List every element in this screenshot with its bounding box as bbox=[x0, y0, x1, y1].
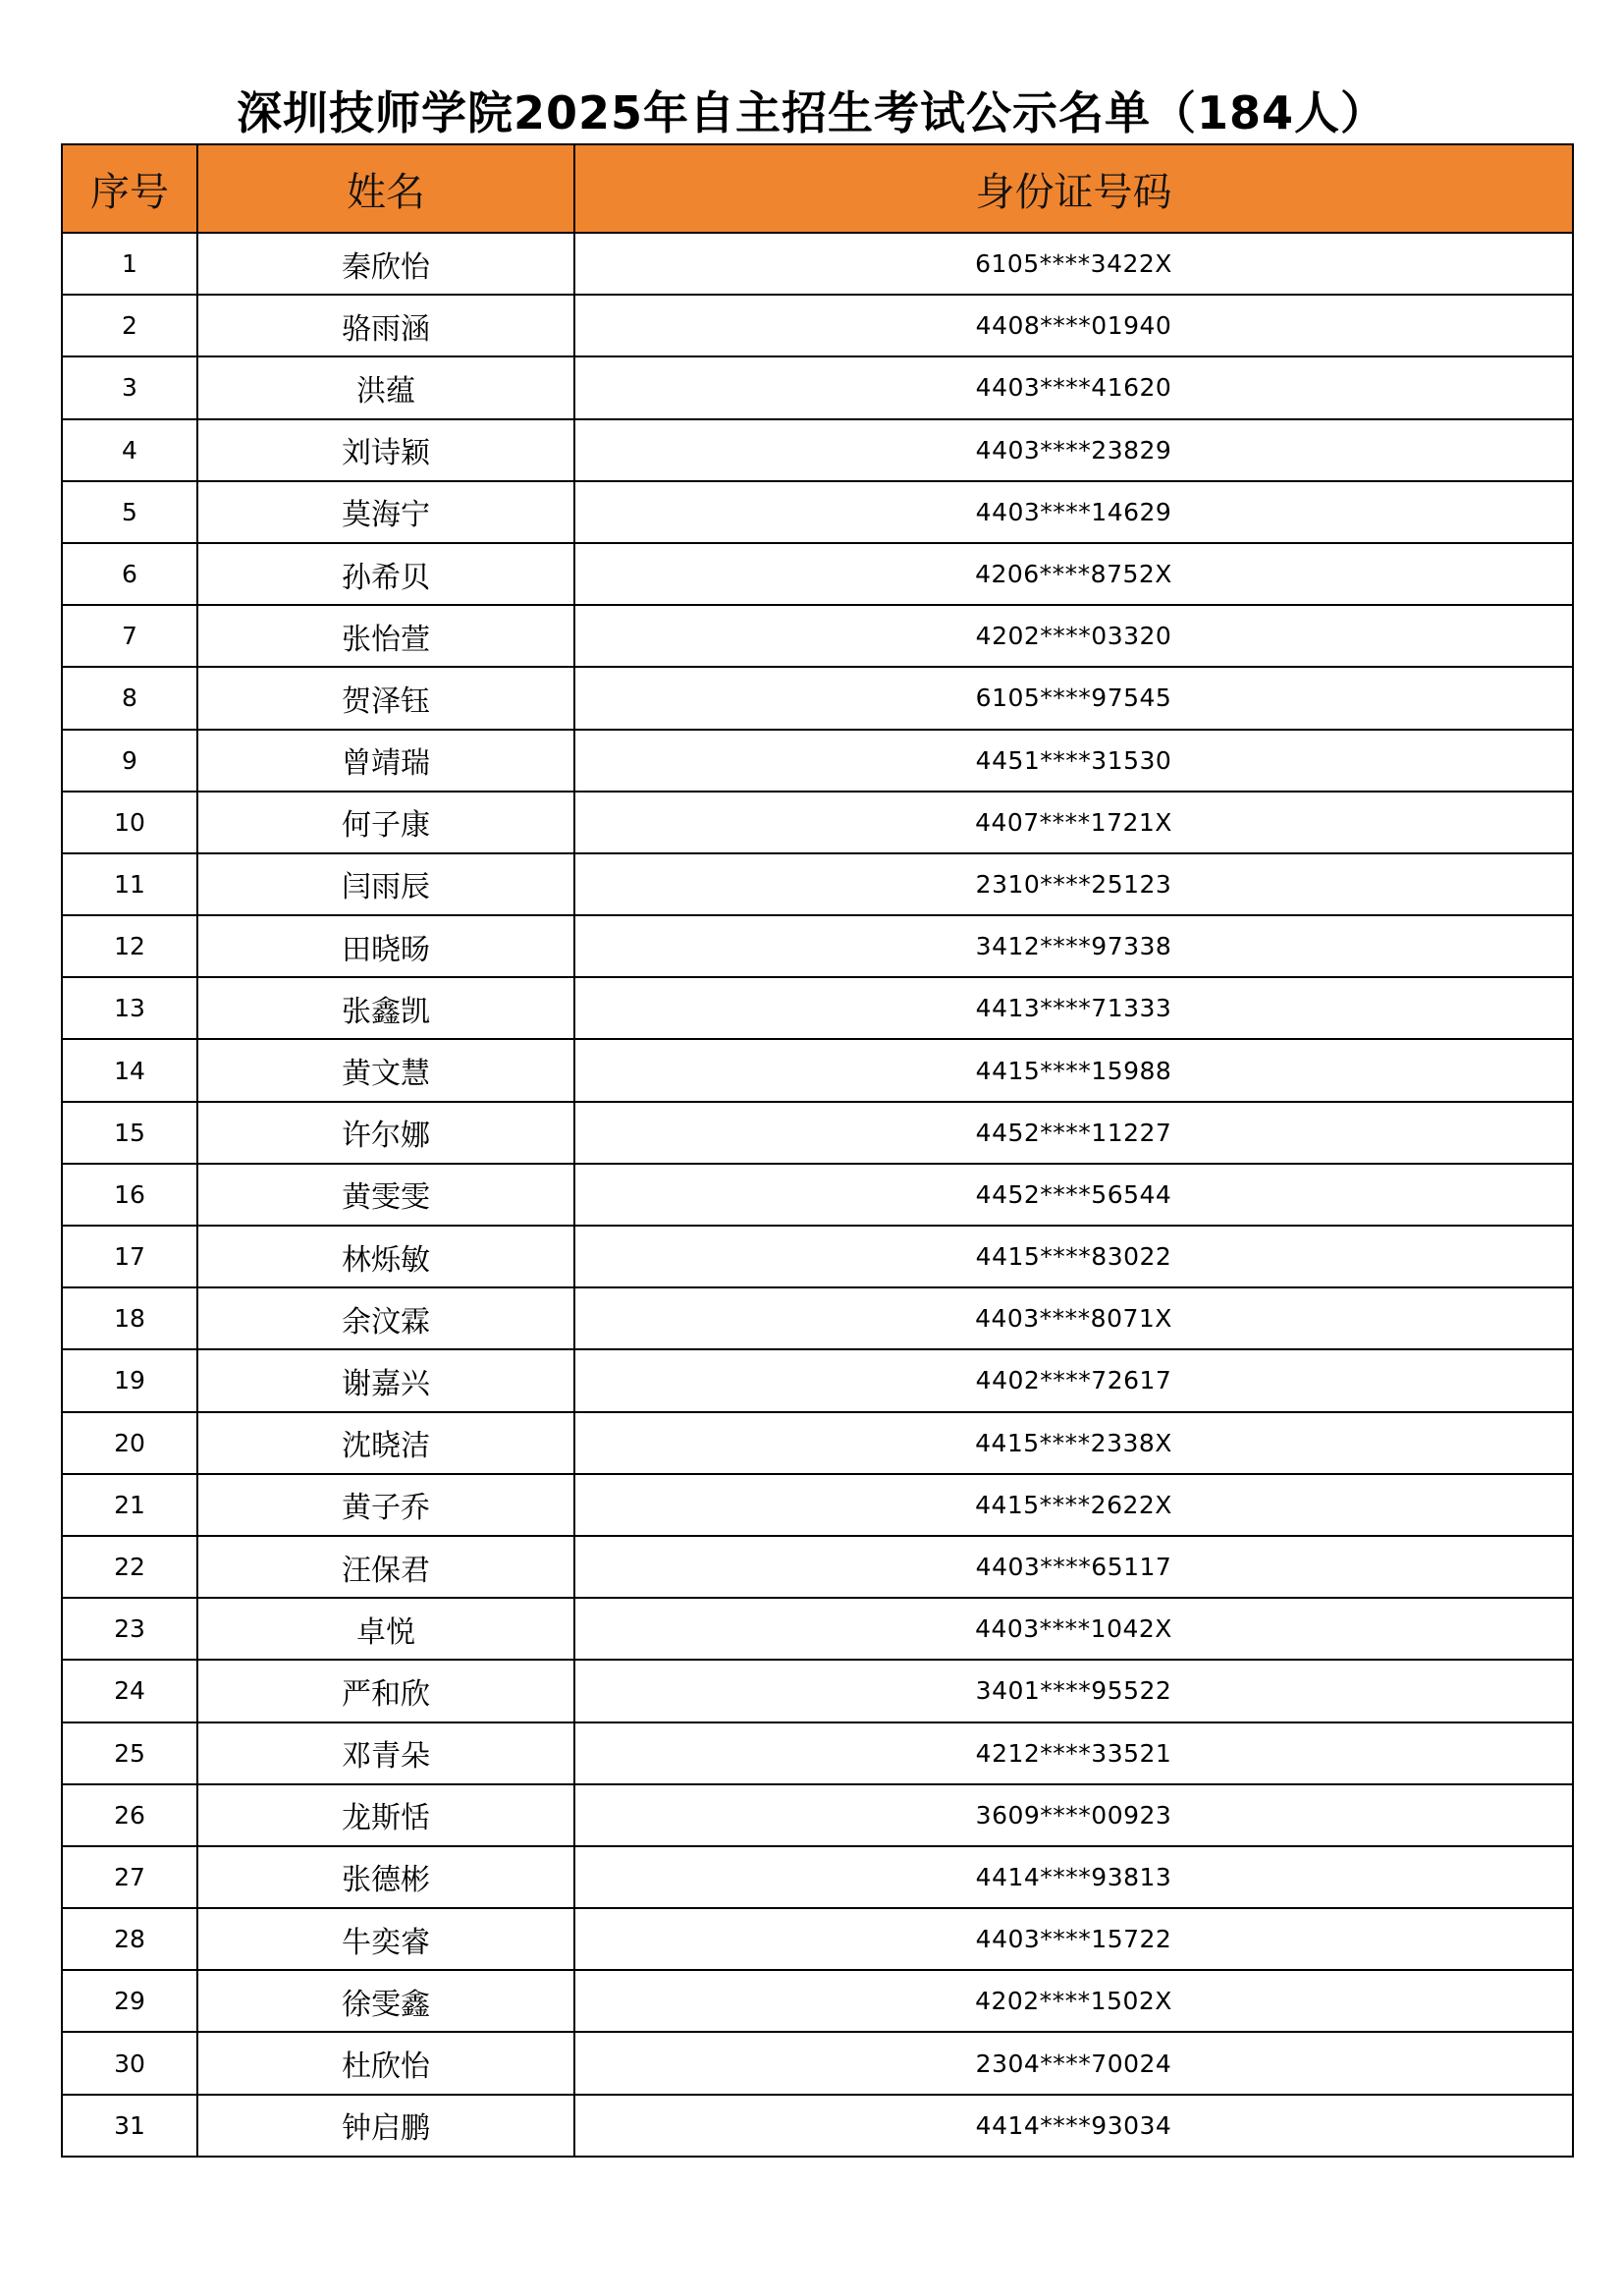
cell-name: 徐雯鑫 bbox=[197, 1970, 574, 2032]
cell-serial-number: 8 bbox=[62, 667, 197, 729]
header-serial-number: 序号 bbox=[62, 144, 197, 233]
cell-name: 谢嘉兴 bbox=[197, 1349, 574, 1411]
cell-id-number: 4202****03320 bbox=[574, 605, 1573, 667]
table-row bbox=[62, 419, 1573, 481]
cell-name: 贺泽钰 bbox=[197, 667, 574, 729]
cell-serial-number: 18 bbox=[62, 1287, 197, 1349]
cell-id-number: 4403****65117 bbox=[574, 1536, 1573, 1598]
cell-name: 余汶霖 bbox=[197, 1287, 574, 1349]
cell-name: 刘诗颖 bbox=[197, 419, 574, 481]
cell-name: 闫雨辰 bbox=[197, 853, 574, 915]
table-row bbox=[62, 1536, 1573, 1598]
cell-name: 张德彬 bbox=[197, 1846, 574, 1908]
cell-serial-number: 30 bbox=[62, 2032, 197, 2094]
table-row bbox=[62, 915, 1573, 977]
table-row bbox=[62, 1226, 1573, 1287]
cell-serial-number: 23 bbox=[62, 1598, 197, 1660]
cell-id-number: 4403****23829 bbox=[574, 419, 1573, 481]
cell-id-number: 4202****1502X bbox=[574, 1970, 1573, 2032]
table-row bbox=[62, 730, 1573, 792]
cell-id-number: 4414****93034 bbox=[574, 2095, 1573, 2157]
cell-serial-number: 4 bbox=[62, 419, 197, 481]
cell-name: 龙斯恬 bbox=[197, 1784, 574, 1846]
cell-id-number: 4407****1721X bbox=[574, 792, 1573, 853]
cell-id-number: 4414****93813 bbox=[574, 1846, 1573, 1908]
table-row bbox=[62, 605, 1573, 667]
table-row bbox=[62, 1722, 1573, 1784]
cell-serial-number: 19 bbox=[62, 1349, 197, 1411]
cell-serial-number: 24 bbox=[62, 1660, 197, 1722]
cell-serial-number: 29 bbox=[62, 1970, 197, 2032]
cell-name: 骆雨涵 bbox=[197, 295, 574, 356]
table-row bbox=[62, 1970, 1573, 2032]
cell-name: 秦欣怡 bbox=[197, 233, 574, 295]
cell-id-number: 4403****14629 bbox=[574, 481, 1573, 543]
table-row bbox=[62, 1660, 1573, 1722]
cell-id-number: 4403****1042X bbox=[574, 1598, 1573, 1660]
cell-serial-number: 31 bbox=[62, 2095, 197, 2157]
cell-name: 黄雯雯 bbox=[197, 1164, 574, 1226]
table-row bbox=[62, 1349, 1573, 1411]
cell-name: 林烁敏 bbox=[197, 1226, 574, 1287]
cell-name: 汪保君 bbox=[197, 1536, 574, 1598]
table-row bbox=[62, 543, 1573, 605]
cell-id-number: 6105****3422X bbox=[574, 233, 1573, 295]
cell-id-number: 4403****15722 bbox=[574, 1908, 1573, 1970]
page-title: 深圳技师学院2025年自主招生考试公示名单（184人） bbox=[236, 86, 1387, 139]
cell-id-number: 4206****8752X bbox=[574, 543, 1573, 605]
cell-name: 牛奕睿 bbox=[197, 1908, 574, 1970]
cell-serial-number: 1 bbox=[62, 233, 197, 295]
cell-name: 曾靖瑞 bbox=[197, 730, 574, 792]
table-row bbox=[62, 1908, 1573, 1970]
cell-serial-number: 12 bbox=[62, 915, 197, 977]
cell-name: 许尔娜 bbox=[197, 1102, 574, 1164]
cell-id-number: 4415****83022 bbox=[574, 1226, 1573, 1287]
cell-id-number: 4452****11227 bbox=[574, 1102, 1573, 1164]
cell-serial-number: 5 bbox=[62, 481, 197, 543]
cell-serial-number: 14 bbox=[62, 1039, 197, 1101]
cell-name: 莫海宁 bbox=[197, 481, 574, 543]
table-body bbox=[62, 233, 1573, 2157]
cell-serial-number: 16 bbox=[62, 1164, 197, 1226]
cell-name: 钟启鹏 bbox=[197, 2095, 574, 2157]
cell-name: 张怡萱 bbox=[197, 605, 574, 667]
cell-name: 严和欣 bbox=[197, 1660, 574, 1722]
table-row bbox=[62, 356, 1573, 418]
table-row bbox=[62, 481, 1573, 543]
cell-name: 黄子乔 bbox=[197, 1474, 574, 1536]
cell-id-number: 3609****00923 bbox=[574, 1784, 1573, 1846]
cell-id-number: 4415****15988 bbox=[574, 1039, 1573, 1101]
cell-name: 沈晓洁 bbox=[197, 1412, 574, 1474]
cell-serial-number: 25 bbox=[62, 1722, 197, 1784]
table-row bbox=[62, 1039, 1573, 1101]
cell-serial-number: 26 bbox=[62, 1784, 197, 1846]
cell-serial-number: 7 bbox=[62, 605, 197, 667]
table-row bbox=[62, 1598, 1573, 1660]
cell-serial-number: 22 bbox=[62, 1536, 197, 1598]
header-row bbox=[62, 144, 1573, 233]
table-row bbox=[62, 1164, 1573, 1226]
header-id-number: 身份证号码 bbox=[574, 144, 1573, 233]
table-row bbox=[62, 2095, 1573, 2157]
cell-serial-number: 2 bbox=[62, 295, 197, 356]
cell-id-number: 4413****71333 bbox=[574, 977, 1573, 1039]
cell-name: 卓悦 bbox=[197, 1598, 574, 1660]
cell-id-number: 3412****97338 bbox=[574, 915, 1573, 977]
table-row bbox=[62, 792, 1573, 853]
table-row bbox=[62, 977, 1573, 1039]
cell-id-number: 4415****2338X bbox=[574, 1412, 1573, 1474]
table-row bbox=[62, 1846, 1573, 1908]
table-row bbox=[62, 667, 1573, 729]
table-row bbox=[62, 1102, 1573, 1164]
cell-name: 邓青朵 bbox=[197, 1722, 574, 1784]
cell-name: 洪蕴 bbox=[197, 356, 574, 418]
header-name: 姓名 bbox=[197, 144, 574, 233]
cell-id-number: 6105****97545 bbox=[574, 667, 1573, 729]
cell-serial-number: 9 bbox=[62, 730, 197, 792]
table-row bbox=[62, 1784, 1573, 1846]
cell-id-number: 4403****8071X bbox=[574, 1287, 1573, 1349]
roster-table bbox=[61, 143, 1574, 2158]
cell-name: 何子康 bbox=[197, 792, 574, 853]
table-row bbox=[62, 2032, 1573, 2094]
table-row bbox=[62, 1287, 1573, 1349]
cell-name: 杜欣怡 bbox=[197, 2032, 574, 2094]
cell-id-number: 4451****31530 bbox=[574, 730, 1573, 792]
table-row bbox=[62, 853, 1573, 915]
cell-id-number: 4408****01940 bbox=[574, 295, 1573, 356]
cell-serial-number: 20 bbox=[62, 1412, 197, 1474]
cell-id-number: 4415****2622X bbox=[574, 1474, 1573, 1536]
cell-name: 孙希贝 bbox=[197, 543, 574, 605]
cell-id-number: 3401****95522 bbox=[574, 1660, 1573, 1722]
cell-id-number: 4402****72617 bbox=[574, 1349, 1573, 1411]
cell-id-number: 4212****33521 bbox=[574, 1722, 1573, 1784]
cell-serial-number: 13 bbox=[62, 977, 197, 1039]
table-row bbox=[62, 1474, 1573, 1536]
cell-serial-number: 11 bbox=[62, 853, 197, 915]
cell-serial-number: 6 bbox=[62, 543, 197, 605]
cell-serial-number: 21 bbox=[62, 1474, 197, 1536]
table-header bbox=[62, 144, 1573, 233]
table-row bbox=[62, 295, 1573, 356]
cell-id-number: 4403****41620 bbox=[574, 356, 1573, 418]
cell-name: 黄文慧 bbox=[197, 1039, 574, 1101]
cell-id-number: 4452****56544 bbox=[574, 1164, 1573, 1226]
cell-serial-number: 10 bbox=[62, 792, 197, 853]
cell-id-number: 2310****25123 bbox=[574, 853, 1573, 915]
table-row bbox=[62, 1412, 1573, 1474]
cell-name: 田晓旸 bbox=[197, 915, 574, 977]
cell-serial-number: 3 bbox=[62, 356, 197, 418]
cell-serial-number: 17 bbox=[62, 1226, 197, 1287]
table-row bbox=[62, 233, 1573, 295]
cell-name: 张鑫凯 bbox=[197, 977, 574, 1039]
cell-serial-number: 28 bbox=[62, 1908, 197, 1970]
cell-serial-number: 15 bbox=[62, 1102, 197, 1164]
cell-serial-number: 27 bbox=[62, 1846, 197, 1908]
cell-id-number: 2304****70024 bbox=[574, 2032, 1573, 2094]
